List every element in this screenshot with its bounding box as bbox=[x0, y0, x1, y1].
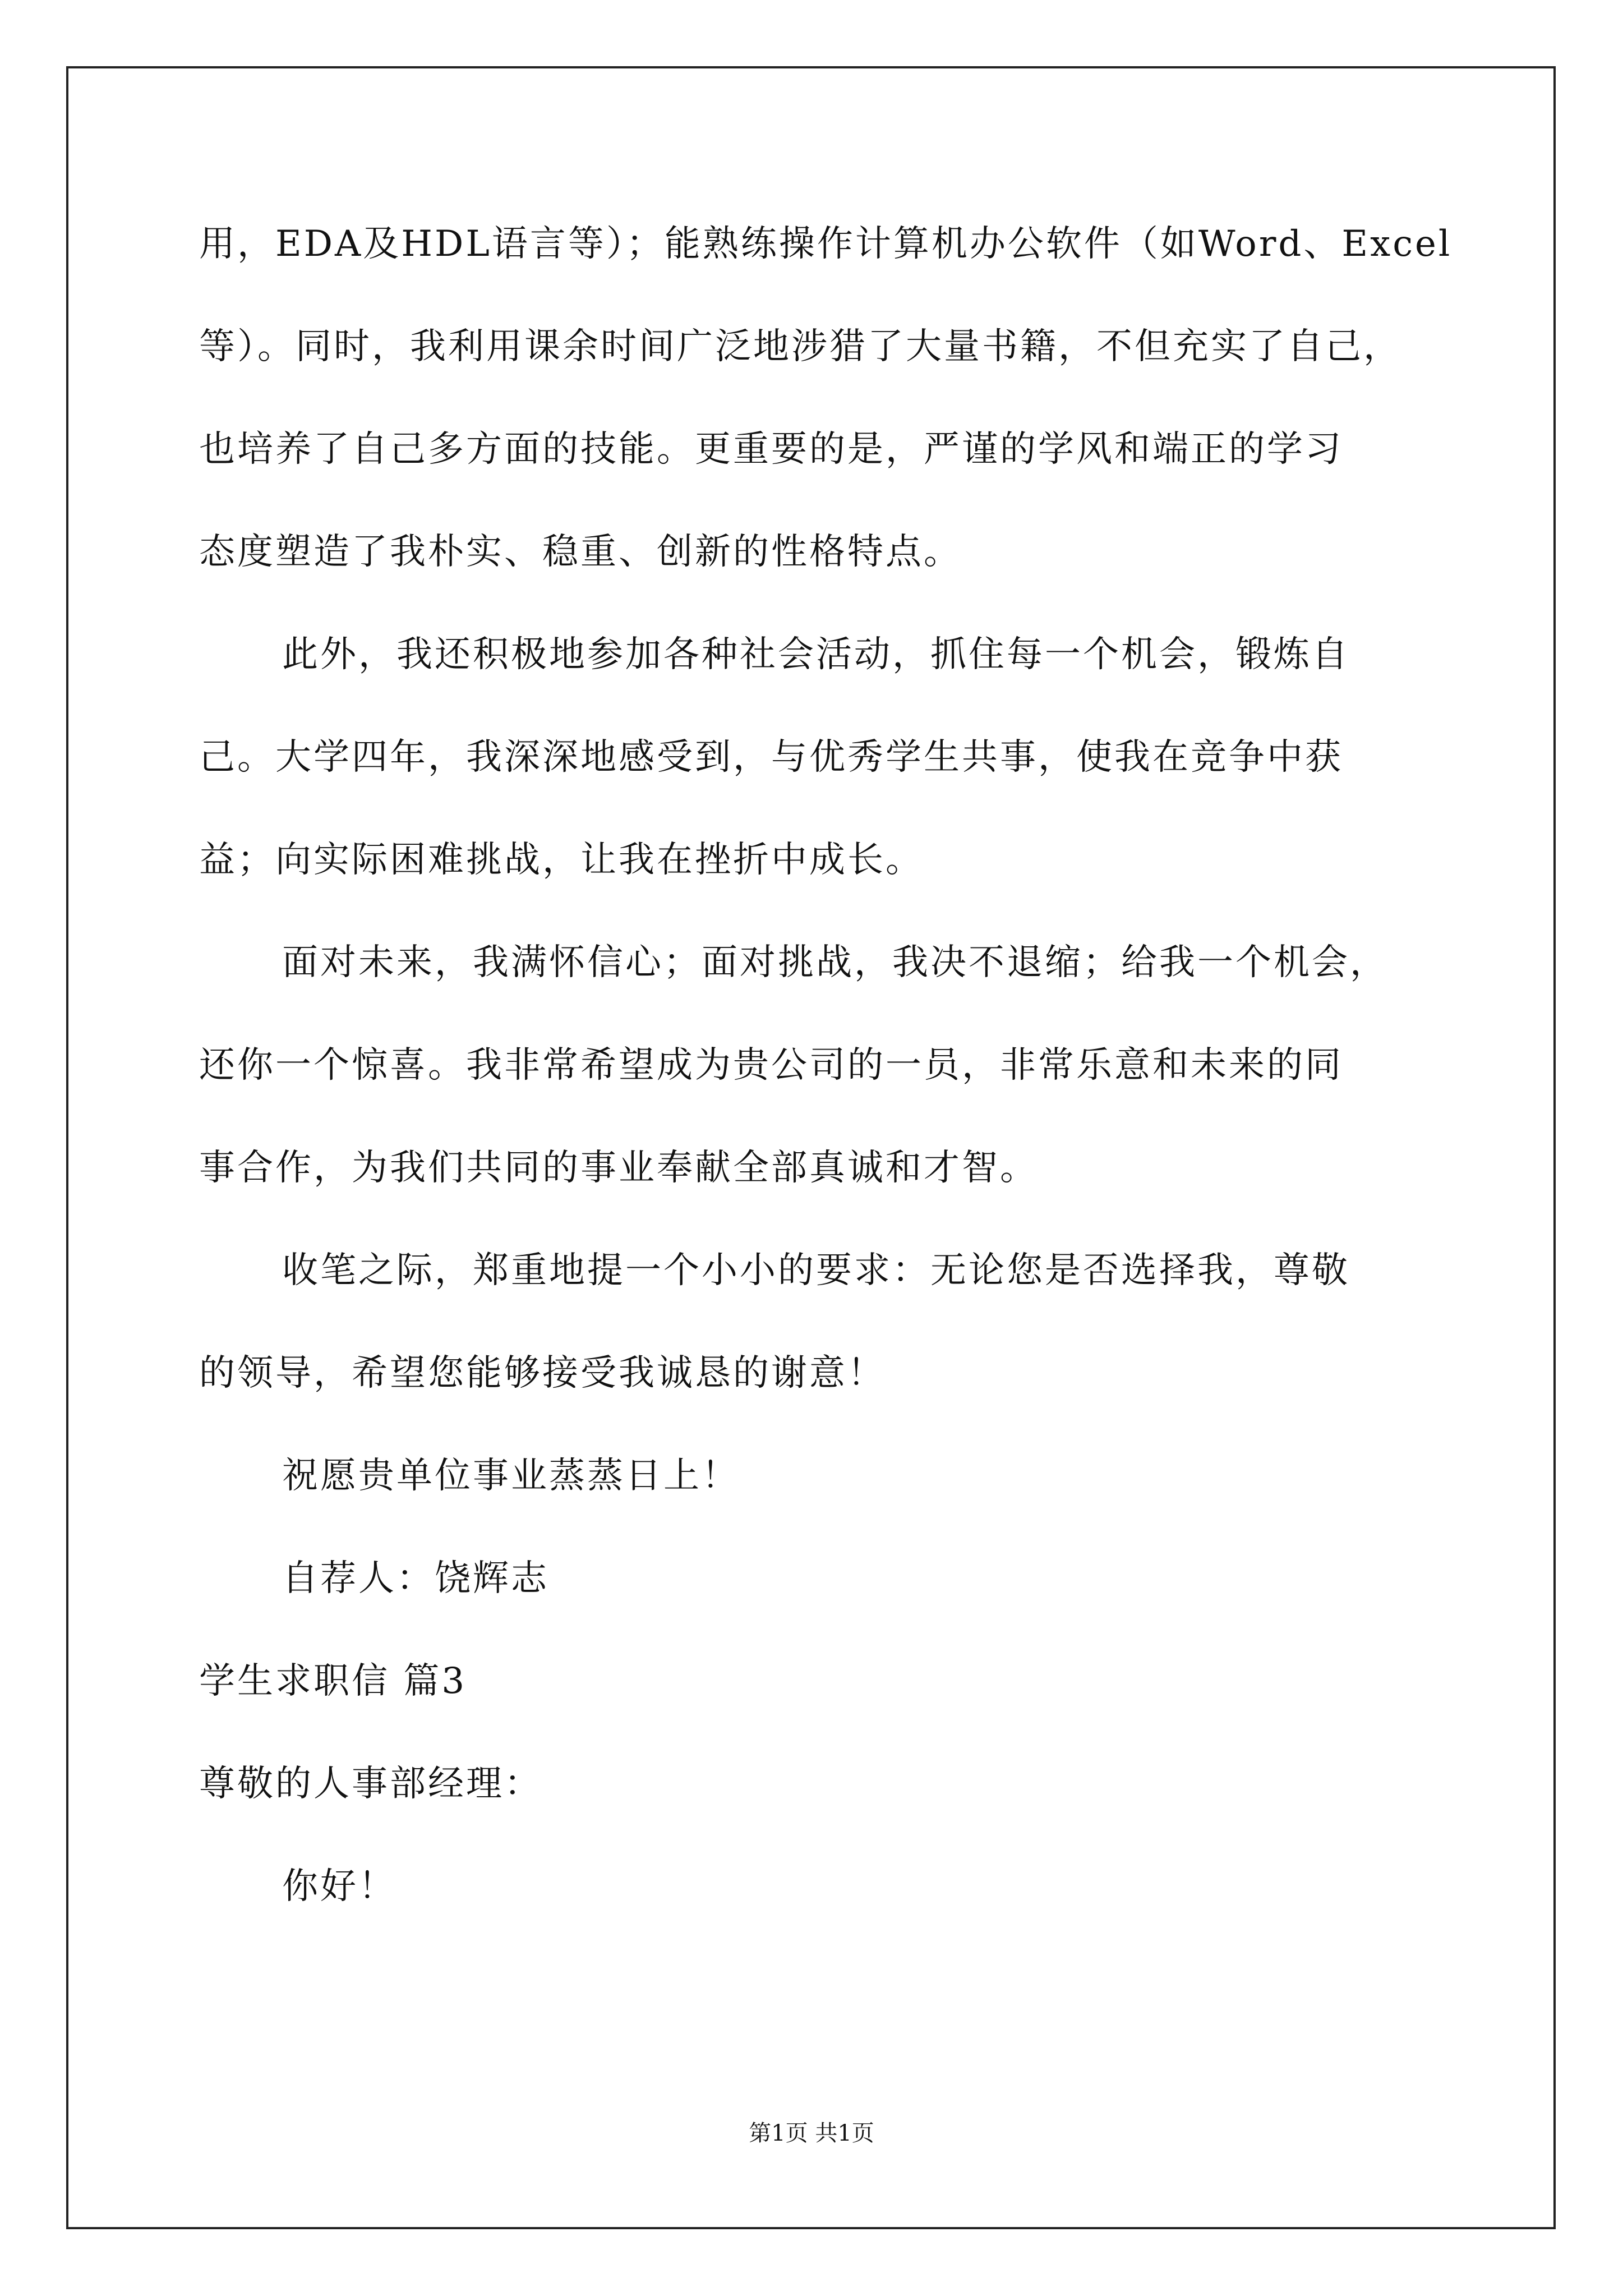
text-line: 面对未来，我满怀信心；面对挑战，我决不退缩；给我一个机会， bbox=[282, 942, 1388, 983]
text-line: 等）。同时，我利用课余时间广泛地涉猎了大量书籍，不但充实了自己， bbox=[199, 326, 1401, 367]
greeting: 你好！ bbox=[282, 1866, 396, 1907]
text-line: 也培养了自己多方面的技能。更重要的是，严谨的学风和端正的学习 bbox=[199, 429, 1343, 470]
text-line: 祝愿贵单位事业蒸蒸日上！ bbox=[282, 1455, 740, 1497]
text-line: 的领导，希望您能够接受我诚恳的谢意！ bbox=[199, 1352, 886, 1394]
section-heading: 学生求职信 篇3 bbox=[199, 1660, 467, 1702]
text-line: 益；向实际困难挑战，让我在挫折中成长。 bbox=[199, 839, 924, 881]
salutation: 尊敬的人事部经理： bbox=[199, 1763, 542, 1805]
text-line: 事合作，为我们共同的事业奉献全部真诚和才智。 bbox=[199, 1147, 1038, 1189]
text-line: 己。大学四年，我深深地感受到，与优秀学生共事，使我在竞争中获 bbox=[199, 737, 1343, 778]
text-line: 还你一个惊喜。我非常希望成为贵公司的一员，非常乐意和未来的同 bbox=[199, 1045, 1343, 1086]
page-footer: 第1页 共1页 bbox=[749, 2120, 874, 2146]
text-line: 自荐人：饶辉志 bbox=[282, 1558, 549, 1599]
text-line: 收笔之际，郑重地提一个小小的要求：无论您是否选择我，尊敬 bbox=[282, 1250, 1350, 1291]
text-line: 用，EDA及HDL语言等）；能熟练操作计算机办公软件（如Word、Excel bbox=[199, 223, 1453, 265]
text-line: 态度塑造了我朴实、稳重、创新的性格特点。 bbox=[199, 531, 962, 573]
text-line: 此外，我还积极地参加各种社会活动，抓住每一个机会，锻炼自 bbox=[282, 634, 1350, 675]
